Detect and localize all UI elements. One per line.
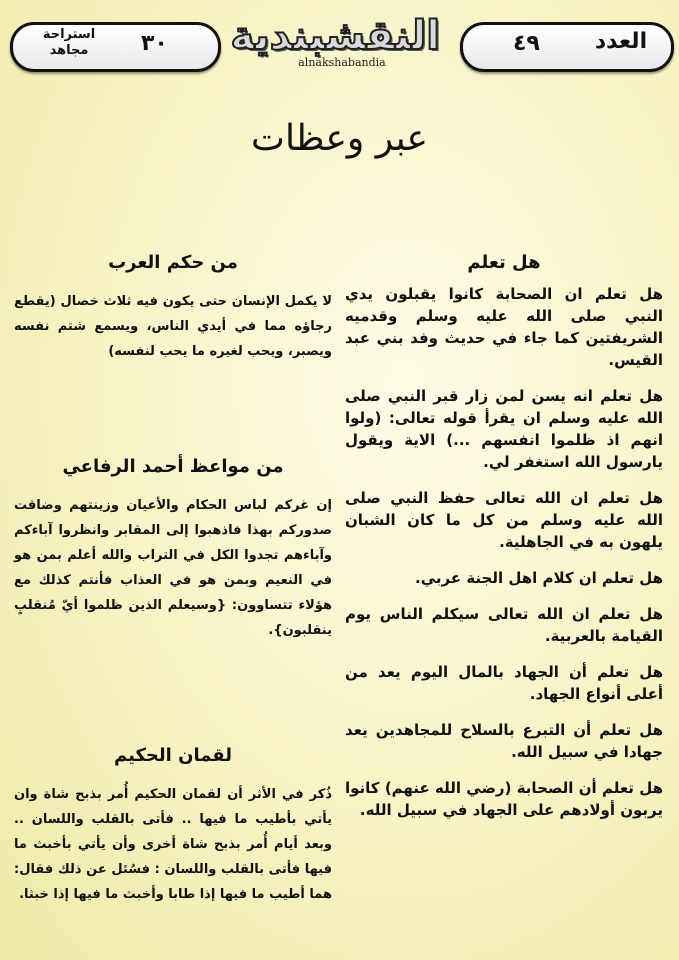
did-you-know-item: هل تعلم ان الله تعالى سيكلم الناس يوم القيامة بالعربية.: [345, 605, 663, 645]
right-column: [345, 252, 663, 835]
rifai-text: إن غركم لباس الحكام والأعيان وزينتهم وضاقت صدوركم بهذا فاذهبوا إلى المقابر وانظروا آباءكم وآباءهم تجدوا الكل في التراب والله أعلم بمن هو في النعيم وبمن هو في العذاب فأنتم كذلك مع هؤلاء تتساوون: {وسيعلم الذين ظلموا أيّ مُنقلبٍ ينقلبون}.: [14, 498, 332, 638]
left-banner-label: استراحة مجاهد: [42, 27, 96, 58]
left-column: [14, 252, 332, 364]
logo-text: النقشبندية: [230, 13, 440, 59]
luqman-section: [14, 745, 332, 907]
logo-subtext: alnakshabandia: [298, 56, 386, 69]
did-you-know-item: هل تعلم ان الله تعالى حفظ النبي صلى الله عليه وسلم من كل ما كان الشبان يلهون به في الجاهلية.: [345, 489, 663, 551]
did-you-know-item: هل تعلم انه يسن لمن زار قبر النبي صلى الله عليه وسلم ان يقرأ قوله تعالى: (ولوا انهم اذ ظلموا انفسهم ...) الاية ويقول يارسول الله استغفر لي.: [345, 387, 663, 471]
did-you-know-item: هل تعلم أن الصحابة (رضي الله عنهم) كانوا يربون أولادهم على الجهاد في سبيل الله.: [345, 779, 663, 819]
did-you-know-item: هل تعلم ان كلام اهل الجنة عربي.: [415, 569, 663, 587]
rifai-section: [14, 456, 332, 643]
arab-wisdom-heading: من حكم العرب: [108, 252, 238, 273]
magazine-logo: [230, 13, 440, 74]
right-banner: [460, 22, 674, 72]
did-you-know-heading: هل تعلم: [467, 252, 541, 273]
rifai-heading: من مواعظ أحمد الرفاعي: [62, 456, 284, 477]
luqman-heading: لقمان الحكيم: [113, 745, 232, 766]
issue-label: العدد: [594, 29, 648, 54]
left-banner: [10, 22, 221, 72]
did-you-know-item: هل تعلم ان الصحابة كانوا يقبلون يدي النبي صلى الله عليه وسلم وقدميه الشريفتين كما جاء في حديث وفد بني عبد القيس.: [345, 285, 663, 369]
did-you-know-item: هل تعلم أن الجهاد بالمال اليوم يعد من أعلى أنواع الجهاد.: [345, 663, 663, 703]
luqman-text: ذُكر في الأثر أن لقمان الحكيم أُمر بذبح شاة وان يأتي بأطيب ما فيها .. فأتى بالقلب واللسان .. وبعد أيام أُمر بذبح شاة أخرى وأن يأتي بأخبث ما فيها فأتى بالقلب واللسان : فسُئل عن ذلك فقال: هما أطيب ما فيها إذا طابا وأخبث ما فيها إذا خبثا.: [14, 787, 332, 902]
issue-number: ٤٩: [513, 31, 540, 56]
arab-wisdom-text: لا يكمل الإنسان حتى يكون فيه ثلاث خصال (يقطع رجاؤه مما في أيدي الناس، ويسمع شتم نفسه ويصبر، ويحب لغيره ما يحب لنفسه): [14, 294, 332, 359]
left-banner-page-number: ٣٠: [141, 31, 168, 56]
page-title: عبر وعظات: [251, 118, 428, 159]
did-you-know-item: هل تعلم أن التبرع بالسلاح للمجاهدين يعد جهادا في سبيل الله.: [345, 721, 663, 761]
page-header: [0, 0, 679, 80]
